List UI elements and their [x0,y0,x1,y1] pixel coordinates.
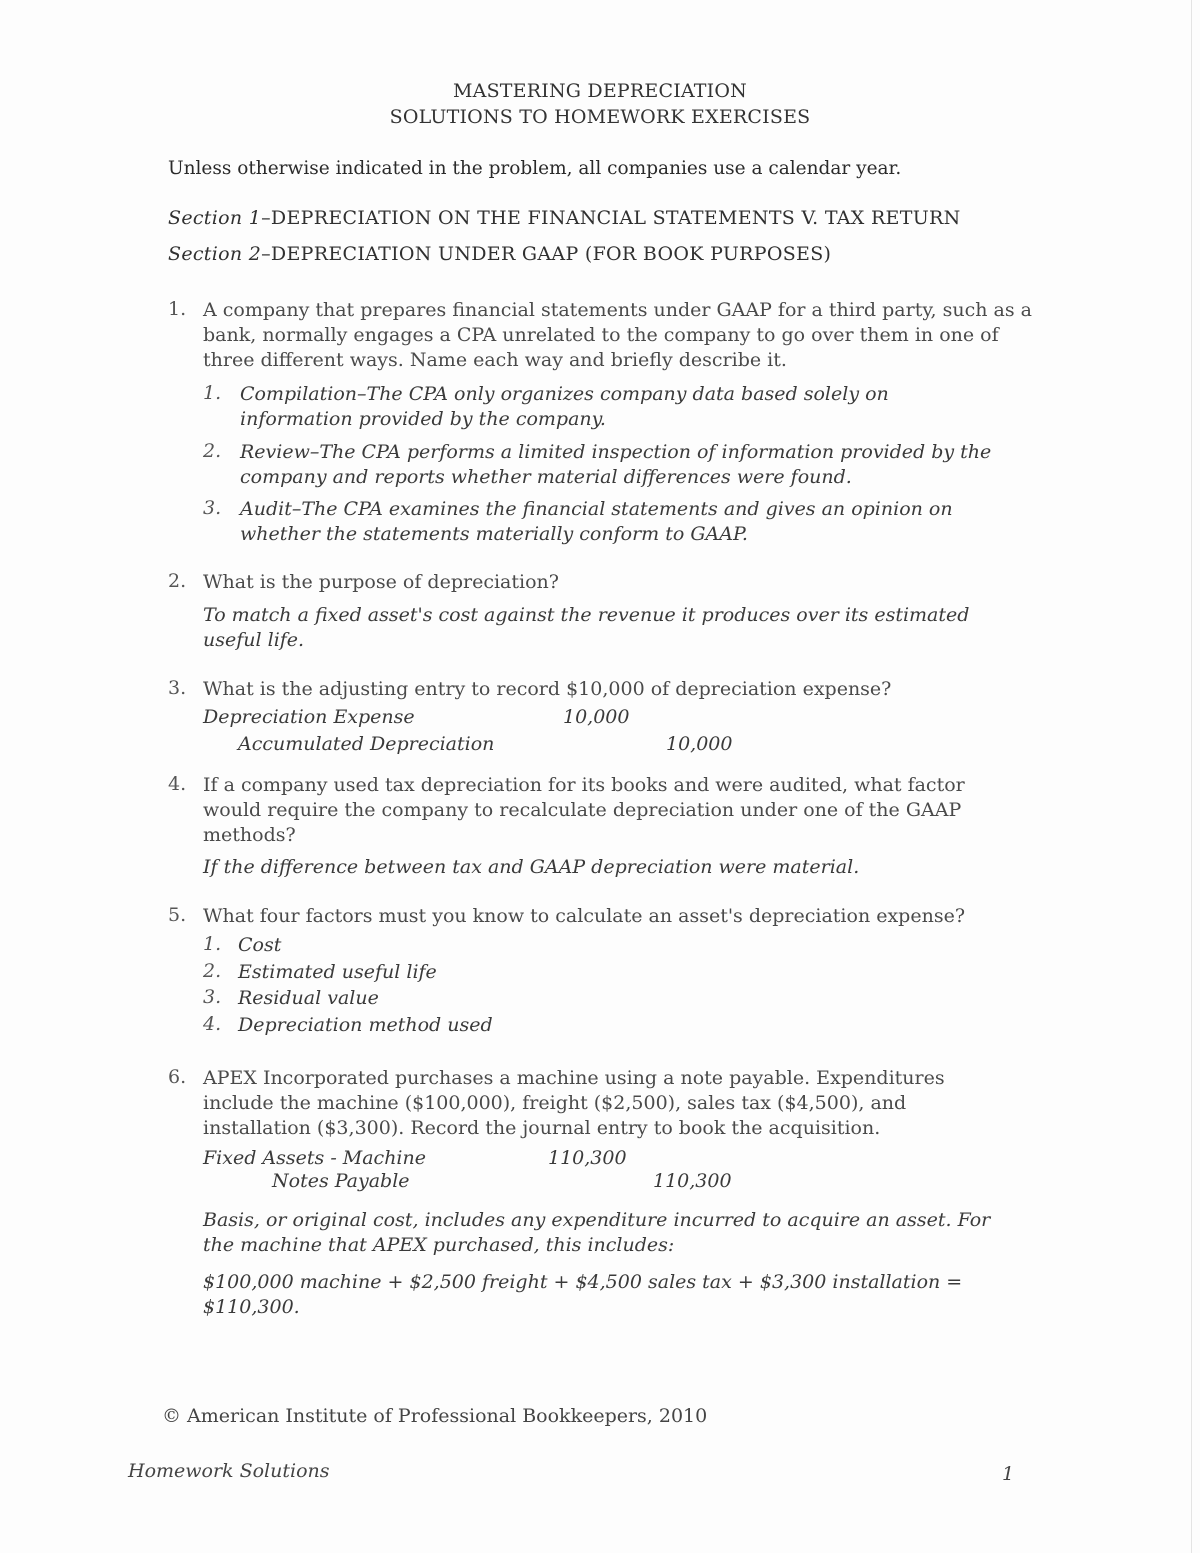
q3-debit-amount: 10,000 [563,706,630,728]
q3-credit-amount: 10,000 [666,733,733,755]
q3-debit-account: Depreciation Expense [203,706,415,728]
question-4-text: If a company used tax depreciation for its books and were audited, what factor would require the company to recalculate depreciation under one of the GAAP methods? [203,774,965,846]
question-2-answer: To match a fixed asset's cost against the revenue it produces over its estimated useful life. [203,604,970,651]
q5-factor-3-number: 3. [203,986,222,1008]
section-2-title: –DEPRECIATION UNDER GAAP (FOR BOOK PURPOSES) [261,243,832,265]
q5-factor-3-text: Residual value [238,987,379,1009]
q6-credit-amount: 110,300 [653,1170,732,1192]
intro-text: Unless otherwise indicated in the problem, all companies use a calendar year. [168,158,902,179]
question-4-number: 4. [168,773,187,795]
q5-factor-2-text: Estimated useful life [238,961,437,983]
q5-factor-2-number: 2. [203,960,222,982]
q1-answer-2-text: Review–The CPA performs a limited inspection of information provided by the company and reports whether material differences were found. [240,441,992,488]
question-3-number: 3. [168,677,187,699]
q6-calculation: $100,000 machine + $2,500 freight + $4,500 sales tax + $3,300 installation = $110,300. [203,1271,963,1318]
question-5-number: 5. [168,904,187,926]
question-5-text: What four factors must you know to calculate an asset's depreciation expense? [203,905,966,927]
question-1-text: A company that prepares financial statements under GAAP for a third party, such as a bank, normally engages a CPA unrelated to the company to go over them in one of three different ways. Name each way and briefly describe it. [203,299,1032,371]
question-3-text: What is the adjusting entry to record $10,000 of depreciation expense? [203,678,892,700]
q6-credit-account: Notes Payable [272,1170,410,1192]
section-2-label: Section 2 [168,243,262,265]
question-1-number: 1. [168,298,187,320]
question-6-text: APEX Incorporated purchases a machine using a note payable. Expenditures include the machine ($100,000), freight ($2,500), sales tax ($4,500), and installation ($3,300). Record the journal entry to book the acquisition. [203,1067,945,1139]
q3-credit-account: Accumulated Depreciation [238,733,495,755]
section-1-title: –DEPRECIATION ON THE FINANCIAL STATEMENTS V. TAX RETURN [261,207,961,229]
page-number: 1 [1002,1463,1015,1485]
section-1-label: Section 1 [168,207,262,229]
question-4-answer: If the difference between tax and GAAP depreciation were material. [203,856,860,878]
q5-factor-1-text: Cost [238,934,282,956]
q1-answer-1-text: Compilation–The CPA only organizes company data based solely on information provided by the company. [240,383,889,430]
q1-answer-1-number: 1. [203,382,222,404]
q6-debit-amount: 110,300 [548,1147,627,1169]
q6-explanation: Basis, or original cost, includes any expenditure incurred to acquire an asset. For the machine that APEX purchased, this includes: [203,1209,991,1256]
q1-answer-2-number: 2. [203,440,222,462]
question-2-text: What is the purpose of depreciation? [203,571,559,593]
q1-answer-3-number: 3. [203,497,222,519]
question-2-number: 2. [168,570,187,592]
section-1-heading [168,207,961,229]
q5-factor-4-text: Depreciation method used [238,1014,493,1036]
copyright-notice: © American Institute of Professional Bookkeepers, 2010 [162,1405,708,1427]
q1-answer-3-text: Audit–The CPA examines the financial statements and gives an opinion on whether the statements materially conform to GAAP. [240,498,953,545]
title-line-2: SOLUTIONS TO HOMEWORK EXERCISES [389,106,811,128]
title-line-1: MASTERING DEPRECIATION [453,80,747,102]
scan-edge-line [1191,0,1192,1553]
footer-document-name: Homework Solutions [128,1460,330,1482]
q6-debit-account: Fixed Assets - Machine [203,1147,426,1169]
question-6-number: 6. [168,1066,187,1088]
q5-factor-1-number: 1. [203,933,222,955]
section-2-heading [168,243,831,265]
q5-factor-4-number: 4. [203,1013,222,1035]
